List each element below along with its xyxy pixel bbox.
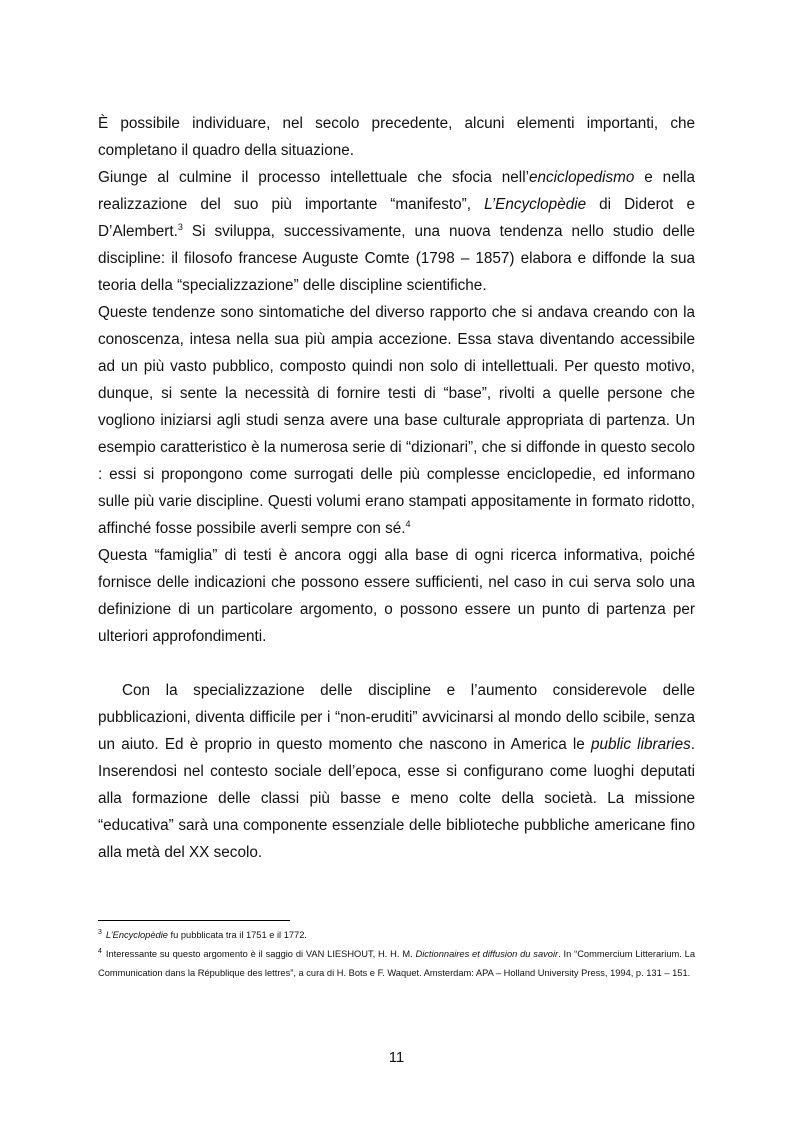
- footnote-number: 3: [98, 928, 102, 936]
- footnote-number: 4: [98, 947, 102, 955]
- italic-term-enciclopedismo: enciclopedismo: [529, 169, 635, 186]
- paragraph-2: Giunge al culmine il processo intellettuale che sfocia nell’enciclopedismo e nella realizzazione del suo più importante “manifesto”, L’Encyclopèdie di Diderot e D’Alembert.$^3$ Si sviluppa, successivamente, una nuova tendenza nello studio delle discipline: il filosofo francese Auguste Comte (1798 – 1857) elabora e diffonde la sua teoria della “specializzazione” delle discipline scientifiche.: [98, 169, 696, 294]
- page-body: [98, 110, 695, 866]
- paragraph-5: Con la specializzazione delle discipline e l’aumento considerevole delle pubblicazioni, diventa difficile per i “non-eruditi” avvicinarsi al mondo dello scibile, senza un aiuto. Ed è proprio in questo momento che nascono in America le public libraries. Inserendosi nel contesto sociale dell’epoca, esse si configurano come luoghi deputati alla formazione delle classi più basse e meno colte della società. La missione “educativa” sarà una componente essenziale delle biblioteche pubbliche americane fino alla metà del XX secolo.: [98, 682, 695, 861]
- italic-title-encyclopedie: L’Encyclopèdie: [484, 196, 587, 213]
- footnote-4: $^4$ Interessante su questo argomento è il saggio di VAN LIESHOUT, H. H. M. Dictionnaires et diffusion du savoir. In “Commercium Litterarium. La Communication dans la République des lettres”, a cura di H. Bots e F. Waquet. Amsterdam: APA – Holland University Press, 1994, p. 131 – 151.: [98, 947, 696, 978]
- footnote-separator: [98, 920, 290, 921]
- italic-term-public-libraries: public libraries: [591, 736, 691, 753]
- footnote-ref-4: 4: [405, 518, 411, 529]
- footnote-ref-3: 3: [177, 221, 183, 232]
- footnote-3: $^3$ L’Encyclopèdie fu pubblicata tra il 1751 e il 1772.: [98, 928, 307, 940]
- footnotes: [98, 926, 695, 983]
- paragraph-4: Questa “famiglia” di testi è ancora oggi alla base di ogni ricerca informativa, poiché fornisce delle indicazioni che possono essere sufficienti, nel caso in cui serva solo una definizione di un particolare argomento, o possono essere un punto di partenza per ulteriori approfondimenti.: [98, 547, 695, 645]
- paragraph-1: È possibile individuare, nel secolo precedente, alcuni elementi importanti, che completano il quadro della situazione.: [98, 115, 695, 159]
- paragraph-gap: [98, 650, 695, 677]
- paragraph-3: Queste tendenze sono sintomatiche del diverso rapporto che si andava creando con la conoscenza, intesa nella sua più ampia accezione. Essa stava diventando accessibile ad un più vasto pubblico, composto quindi non solo di intellettuali. Per questo motivo, dunque, si sente la necessità di fornire testi di “base”, rivolti a quelle persone che vogliono iniziarsi agli studi senza avere una base culturale appropriata di partenza. Un esempio caratteristico è la numerosa serie di “dizionari”, che si diffonde in questo secolo : essi si propongono come surrogati delle più complesse enciclopedie, ed informano sulle più varie discipline. Questi volumi erano stampati appositamente in formato ridotto, affinché fosse possibile averli sempre con sé.$^4$: [98, 304, 695, 537]
- page-number: 11: [388, 1049, 405, 1066]
